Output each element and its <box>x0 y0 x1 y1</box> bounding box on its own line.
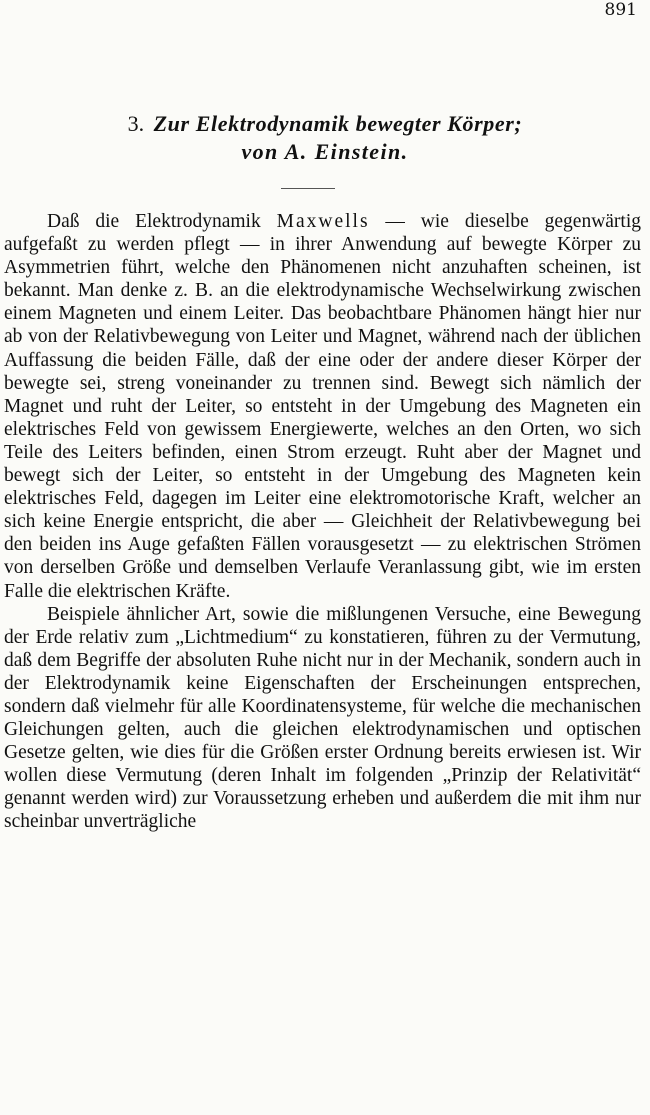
page-number: 891 <box>604 0 637 20</box>
paragraph-2: Beispiele ähnlicher Art, sowie die mißlungenen Versuche, eine Bewegung der Erde relativ zum „Lichtmedium“ zu konstatieren, führen zu der Vermutung, daß dem Begriffe der absoluten Ruhe nicht nur in der Mechanik, sondern auch in der Elektrodynamik keine Eigenschaften der Erscheinungen entsprechen, sondern daß vielmehr für alle Koordinatensysteme, für welche die mechanischen Gleichungen gelten, auch die gleichen elektrodynamischen und optischen Gesetze gelten, wie dies für die Größen erster Ordnung bereits erwiesen ist. Wir wollen diese Vermutung (deren Inhalt im folgenden „Prinzip der Relativität“ genannt werden wird) zur Voraussetzung erheben und außerdem die mit ihm nur scheinbar unverträgliche <box>4 603 641 833</box>
article-title: Zur Elektrodynamik bewegter Körper; <box>153 111 523 136</box>
title-divider <box>281 188 335 189</box>
article-title-line <box>0 110 650 138</box>
article-author-line <box>0 138 650 166</box>
article-body <box>4 210 641 834</box>
article-title-block <box>0 110 650 166</box>
paragraph-1-rest: — wie dieselbe gegenwärtig aufgefaßt zu werden pflegt — in ihrer Anwendung auf bewegte Körper zu Asymmetrien führt, welche den Phänomenen nicht anzuhaften scheinen, ist bekannt. Man denke z. B. an die elektrodynamische Wechselwirkung zwischen einem Magneten und einem Leiter. Das beobachtbare Phänomen hängt hier nur ab von der Relativbewegung von Leiter und Magnet, während nach der üblichen Auffassung die beiden Fälle, daß der eine oder der andere dieser Körper der bewegte sei, streng voneinander zu trennen sind. Bewegt sich nämlich der Magnet und ruht der Leiter, so entsteht in der Umgebung des Magneten ein elektrisches Feld von gewissem Energiewerte, welches an den Orten, wo sich Teile des Leiters befinden, einen Strom erzeugt. Ruht aber der Magnet und bewegt sich der Leiter, so entsteht in der Umgebung des Magneten kein elektrisches Feld, dagegen im Leiter eine elektromotorische Kraft, welcher an sich keine Energie entspricht, die aber — Gleichheit der Relativbewegung bei den beiden ins Auge gefaßten Fällen vorausgesetzt — zu elektrischen Strömen von derselben Größe und demselben Verlaufe Veranlassung gibt, wie im ersten Falle die elektrischen Kräfte. <box>4 211 642 602</box>
article-number: 3. <box>127 111 145 136</box>
paragraph-1-start: Daß die Elektrodynamik <box>47 211 277 232</box>
paragraph-1 <box>4 210 641 603</box>
name-maxwell: Maxwells <box>276 211 370 232</box>
article-author: von A. Einstein. <box>241 139 409 164</box>
